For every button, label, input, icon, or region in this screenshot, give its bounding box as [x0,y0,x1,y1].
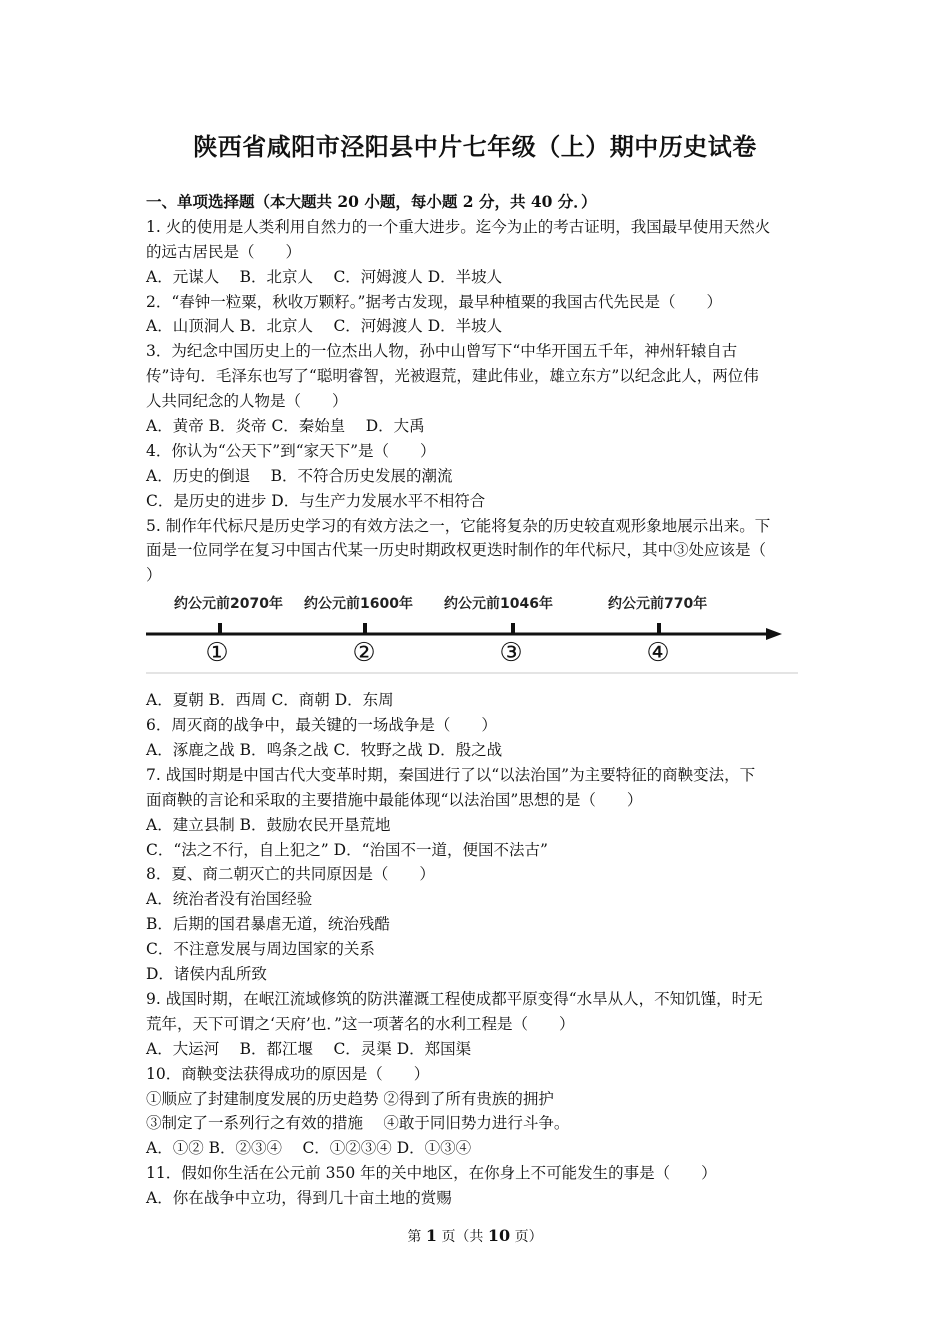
question-line: 11．假如你生活在公元前 350 年的关中地区，在你身上不可能发生的事是（ ） [146,1164,717,1183]
question-line: 1. 火的使用是人类利用自然力的一个重大进步。迄今为止的考古证明，我国最早使用天然火 [146,217,771,236]
question-line: 4．你认为“公天下”到“家天下”是（ ） [146,441,436,460]
timeline-figure [146,591,798,683]
timeline-svg [146,591,798,683]
question-line: 2．“春钟一粒粟，秋收万颗籽。”据考古发现，最早种植粟的我国古代先民是（ ） [146,292,722,311]
question-line: A．统治者没有治国经验 [146,890,313,909]
question-line: 面是一位同学在复习中国古代某一历史时期政权更迭时制作的年代标尺，其中③处应该是（ [146,541,767,560]
question-line: 人共同纪念的人物是（ ） [146,392,348,411]
question-line: A．大运河 B．都江堰 C．灵渠 D．郑国渠 [146,1039,472,1058]
question-line: 9. 战国时期，在岷江流域修筑的防洪灌溉工程使成都平原变得“水旱从人，不知饥馑，时无 [146,989,763,1008]
question-line: A．元谋人 B．北京人 C．河姆渡人 D．半坡人 [146,267,503,286]
question-line: A．夏朝 B．西周 C．商朝 D．东周 [146,691,394,710]
question-line: 8．夏、商二朝灭亡的共同原因是（ ） [146,865,435,884]
timeline-label: 约公元前1600年 [304,596,413,613]
exam-title: 陕西省咸阳市泾阳县中片七年级（上）期中历史试卷 [193,132,757,161]
question-line: A．黄帝 B．炎帝 C．秦始皇 D．大禹 [146,417,425,436]
timeline-marker: ① [205,638,229,669]
question-line: ） [146,566,162,585]
timeline-marker: ④ [646,638,670,669]
question-line: 3．为纪念中国历史上的一位杰出人物，孙中山曾写下“中华开国五千年，神州轩辕自古 [146,342,738,361]
footer-suffix: 页） [514,1229,543,1245]
timeline-label: 约公元前770年 [608,596,708,613]
exam-body [146,190,810,1211]
question-line: 的远古居民是（ ） [146,242,302,261]
question-line: 7. 战国时期是中国古代大变革时期，秦国进行了以“以法治国”为主要特征的商鞅变法，下 [146,765,756,784]
page-footer [0,1226,950,1246]
questions-after-figure [146,688,810,1211]
question-line: A．建立县制 B．鼓励农民开垦荒地 [146,815,391,834]
question-line: 荒年，天下可谓之‘天府’也．”这一项著名的水利工程是（ ） [146,1014,575,1033]
question-line: A．历史的倒退 B．不符合历史发展的潮流 [146,466,453,485]
footer-mid: 页（共 [441,1229,484,1245]
question-line: A．你在战争中立功，得到几十亩土地的赏赐 [146,1189,452,1208]
timeline-label: 约公元前1046年 [444,596,553,613]
question-line: A．①② B．②③④ C．①②③④ D．①③④ [146,1139,472,1158]
question-line: 10．商鞅变法获得成功的原因是（ ） [146,1064,430,1083]
total-pages: 10 [487,1226,511,1245]
timeline-label: 约公元前2070年 [174,596,283,613]
question-line: 面商鞅的言论和采取的主要措施中最能体现“以法治国”思想的是（ ） [146,790,643,809]
timeline-marker: ③ [499,638,523,669]
timeline-arrowhead [766,628,782,640]
section-heading: 一、单项选择题（本大题共 20 小题，每小题 2 分，共 40 分．） [146,192,597,211]
question-line: C．不注意发展与周边国家的关系 [146,940,375,959]
question-line: C．“法之不行，自上犯之” D．“治国不一道，便国不法古” [146,840,548,859]
question-line: 传”诗句．毛泽东也写了“聪明睿智，光被遐荒，建此伟业，雄立东方”以纪念此人，两位伟 [146,367,759,386]
question-line: 5. 制作年代标尺是历史学习的有效方法之一，它能将复杂的历史较直观形象地展示出来。下 [146,516,771,535]
timeline-marker: ② [352,638,376,669]
page-number: 1 [425,1226,437,1245]
question-line: A．山顶洞人 B．北京人 C．河姆渡人 D．半坡人 [146,317,503,336]
question-line: A．涿鹿之战 B．鸣条之战 C．牧野之战 D．殷之战 [146,741,503,760]
footer-prefix: 第 [407,1229,422,1245]
question-line: ③制定了一系列行之有效的措施 ④敢于同旧势力进行斗争。 [146,1114,570,1133]
question-line: B．后期的国君暴虐无道，统治残酷 [146,915,390,934]
question-line: D．诸侯内乱所致 [146,965,267,984]
question-line: 6．周灭商的战争中，最关键的一场战争是（ ） [146,716,497,735]
questions-before-figure [146,215,810,588]
question-line: ①顺应了封建制度发展的历史趋势 ②得到了所有贵族的拥护 [146,1089,554,1108]
question-line: C．是历史的进步 D．与生产力发展水平不相符合 [146,491,486,510]
